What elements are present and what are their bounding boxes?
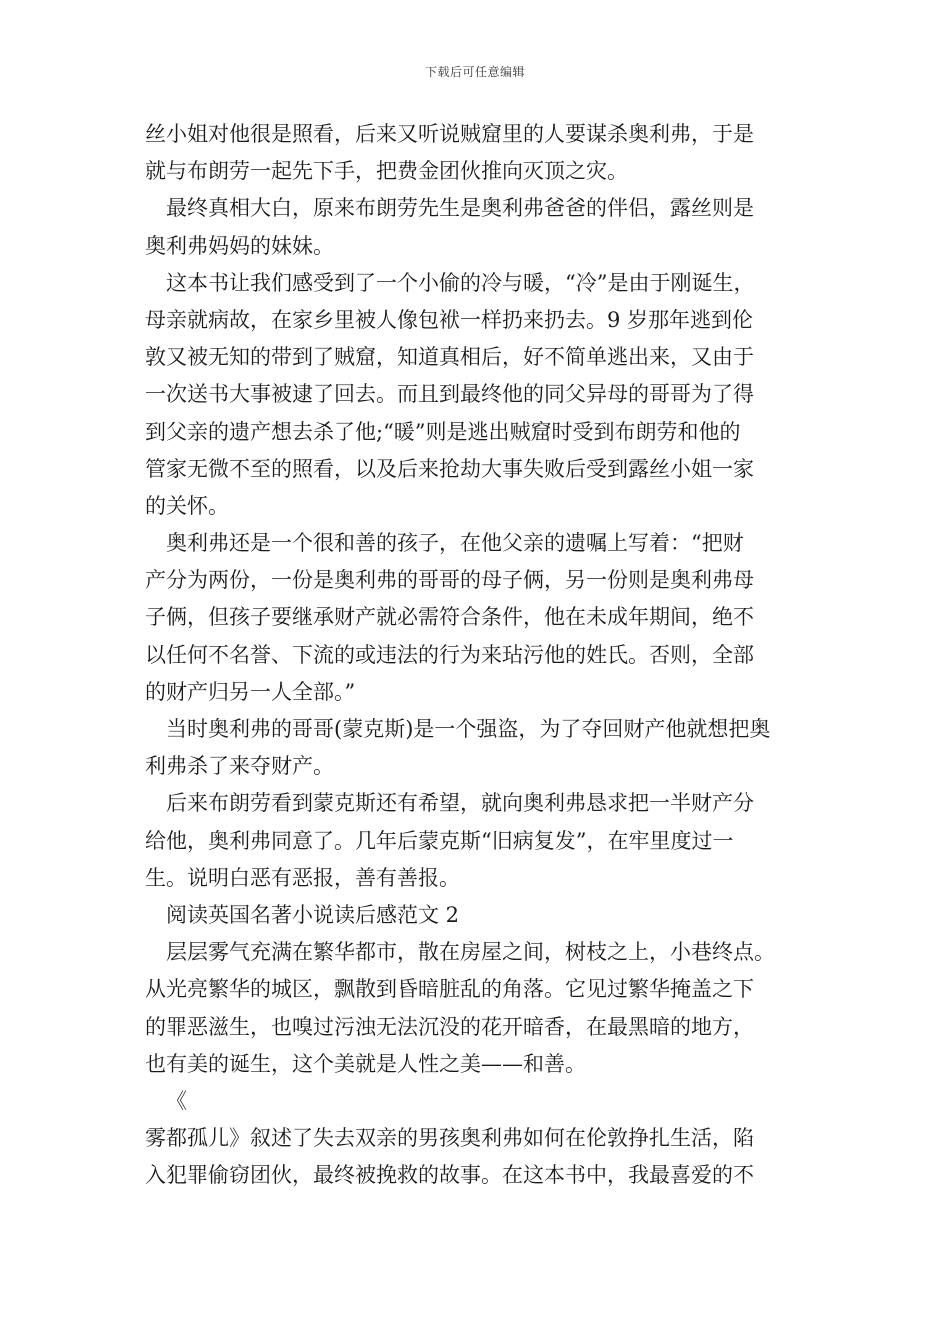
text-line: 就与布朗劳一起先下手，把费金团伙推向灭顶之灾。 (145, 159, 628, 184)
text-line: 层层雾气充满在繁华都市，散在房屋之间，树枝之上，小巷终点。 (166, 940, 775, 965)
text-line: 《 (166, 1088, 187, 1113)
text-line: 的关怀。 (145, 493, 229, 518)
text-line: 入犯罪偷窃团伙，最终被挽救的故事。在这本书中，我最喜爱的不 (145, 1163, 754, 1188)
text-line: 奥利弗还是一个很和善的孩子，在他父亲的遗嘱上写着：“把财 (166, 531, 744, 556)
text-line: 生。说明白恶有恶报，善有善报。 (145, 865, 460, 890)
text-line: 以任何不名誉、下流的或违法的行为来玷污他的姓氏。否则，全部 (145, 642, 754, 667)
text-line: 丝小姐对他很是照看，后来又听说贼窟里的人要谋杀奥利弗，于是 (145, 122, 754, 146)
text-line: 的财产归另一人全部。” (145, 679, 356, 704)
text-line: 从光亮繁华的城区，飘散到昏暗脏乱的角落。它见过繁华掩盖之下 (145, 977, 754, 1002)
text-line: 奥利弗妈妈的妹妹。 (145, 233, 334, 258)
text-line: 母亲就病故，在家乡里被人像包袱一样扔来扔去。9 岁那年逃到伦 (145, 307, 754, 332)
text-line: 这本书让我们感受到了一个小偷的冷与暖，“冷”是由于刚诞生， (166, 270, 755, 295)
text-line: 到父亲的遗产想去杀了他;“暖”则是逃出贼窟时受到布朗劳和他的 (145, 419, 741, 444)
text-line: 产分为两份，一份是奥利弗的哥哥的母子俩，另一份则是奥利弗母 (145, 568, 754, 593)
section-heading: 阅读英国名著小说读后感范文 2 (166, 902, 460, 927)
text-line: 后来布朗劳看到蒙克斯还有希望，就向奥利弗恳求把一半财产分 (166, 791, 754, 816)
body-text (145, 116, 845, 1194)
page-header: 下载后可任意编辑 (424, 65, 525, 79)
text-line: 给他，奥利弗同意了。几年后蒙克斯“旧病复发”，在牢里度过一 (145, 828, 734, 853)
text-line: 雾都孤儿》叙述了失去双亲的男孩奥利弗如何在伦敦挣扎生活，陷 (145, 1126, 754, 1151)
text-line: 子俩，但孩子要继承财产就必需符合条件，他在未成年期间，绝不 (145, 605, 754, 630)
text-line: 也有美的诞生，这个美就是人性之美——和善。 (145, 1051, 586, 1076)
text-line: 一次送书大事被逮了回去。而且到最终他的同父异母的哥哥为了得 (145, 382, 754, 407)
text-line: 的罪恶滋生，也嗅过污浊无法沉没的花开暗香，在最黑暗的地方， (145, 1014, 754, 1039)
text-line: 最终真相大白，原来布朗劳先生是奥利弗爸爸的伴侣，露丝则是 (166, 196, 754, 221)
text-line: 管家无微不至的照看，以及后来抢劫大事失败后受到露丝小姐一家 (145, 456, 754, 481)
text-line: 敦又被无知的带到了贼窟，知道真相后，好不简单逃出来，又由于 (145, 345, 754, 370)
text-line: 当时奥利弗的哥哥(蒙克斯)是一个强盗，为了夺回财产他就想把奥 (166, 717, 771, 741)
text-line: 利弗杀了来夺财产。 (145, 754, 334, 779)
